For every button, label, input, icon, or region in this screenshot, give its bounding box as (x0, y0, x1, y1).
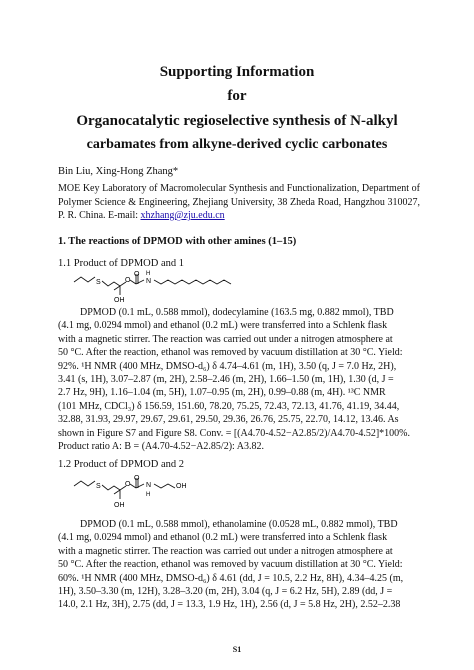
email-link[interactable]: xhzhang@zju.edu.cn (140, 210, 225, 221)
hydroxyl-label-1: OH (114, 297, 125, 304)
oxygen-label-1a: O (125, 277, 131, 284)
p1-line: 3.41 (s, 1H), 3.07–2.87 (m, 2H), 2.58–2.46 (m, 2H), 1.66–1.50 (m, 1H), 1.30 (d, J = (58, 374, 394, 386)
oxygen-label-2b: O (134, 475, 140, 482)
p2-line: 14.0, 2.1 Hz, 3H), 2.75 (dd, J = 13.3, 1.9 Hz, 1H), 2.56 (d, J = 5.8 Hz, 2H), 2.52–2.38 (58, 599, 401, 611)
p1-line: shown in Figure S7 and Figure S8. Conv. = [(A4.70-4.52−A2.85/2)/A4.70-4.52]*100%. (58, 427, 411, 439)
sulfur-label-2: S (96, 483, 101, 490)
chemical-structure-1 (70, 270, 255, 306)
p1-line: (101 MHz, CDCl₃) δ 156.59, 151.60, 78.20, 75.25, 72.43, 72.13, 41.76, 41.19, 34.44, (58, 400, 400, 412)
paper-title-line2: carbamates from alkyne-derived cyclic carbonates (86, 137, 388, 152)
p1-line: Product ratio A: B = (A4.70-4.52−A2.85/2): A3.82. (58, 441, 264, 453)
for-heading: for (227, 88, 247, 104)
hydroxyl-label-2: OH (114, 502, 125, 509)
page-number: S1 (232, 645, 242, 654)
terminal-hydroxyl-label: OH (176, 483, 187, 490)
p1-line: 92%. ¹H NMR (400 MHz, DMSO-d₆) δ 4.74–4.61 (m, 1H), 3.50 (q, J = 7.0 Hz, 2H), (58, 360, 397, 372)
supporting-info-heading: Supporting Information (159, 64, 315, 80)
procedure-paragraph-2 (58, 518, 420, 612)
authors: Bin Liu, Xing-Hong Zhang* (58, 166, 179, 177)
p2-line: DPMOD (0.1 mL, 0.588 mmol), ethanolamine (0.0528 mL, 0.882 mmol), TBD (80, 519, 398, 530)
oxygen-label-2a: O (125, 481, 131, 488)
hydrogen-label-1: H (146, 271, 151, 277)
paper-title-line1: Organocatalytic regioselective synthesis of N-alkyl (76, 113, 398, 129)
p2-line: (4.1 mg, 0.0294 mmol) and ethanol (0.2 mL) were transferred into a Schlenk flask (58, 532, 388, 544)
chemical-structure-2 (70, 472, 210, 512)
procedure-paragraph-1 (58, 306, 420, 453)
affiliation-text: MOE Key Laboratory of Macromolecular Synthesis and Functionalization, Department of Polymer Science & Engineering, Zhejiang University, 38 Zheda Road, Hangzhou 310027, P. R. China. E-mail: (58, 183, 420, 221)
subsection-heading-1-2: 1.2 Product of DPMOD and 2 (58, 459, 184, 470)
section-heading-1: 1. The reactions of DPMOD with other amines (1–15) (58, 236, 297, 247)
oxygen-label-1b: O (134, 271, 140, 278)
subsection-heading-1-1: 1.1 Product of DPMOD and 1 (58, 258, 184, 269)
affiliation (58, 182, 420, 223)
p1-line: 2.7 Hz, 9H), 1.16–1.04 (m, 5H), 1.07–0.95 (m, 2H), 0.99–0.88 (m, 4H). ¹³C NMR (58, 387, 386, 399)
p1-line: 32.88, 31.93, 29.97, 29.67, 29.61, 29.50, 29.36, 26.76, 25.75, 22.70, 14.12, 13.46. As (58, 414, 399, 426)
p1-line: with a magnetic stirrer. The reaction was carried out under a nitrogen atmosphere at (58, 333, 393, 345)
p2-line: 1H), 3.50–3.30 (m, 12H), 3.28–3.20 (m, 2H), 3.04 (q, J = 6.2 Hz, 5H), 2.89 (dd, J = (58, 586, 393, 598)
hydrogen-label-2: H (146, 492, 151, 498)
p2-line: 50 °C. After the reaction, ethanol was removed by vacuum distillation at 30 °C. Yield: (58, 559, 403, 571)
p1-line: 50 °C. After the reaction, ethanol was removed by vacuum distillation at 30 °C. Yield: (58, 347, 403, 359)
p2-line: 60%. ¹H NMR (400 MHz, DMSO-d₆) δ 4.61 (dd, J = 10.5, 2.2 Hz, 8H), 4.34–4.25 (m, (58, 572, 404, 584)
sulfur-label-1: S (96, 279, 101, 286)
p1-line: (4.1 mg, 0.0294 mmol) and ethanol (0.2 mL) were transferred into a Schlenk flask (58, 320, 388, 332)
p1-line: DPMOD (0.1 mL, 0.588 mmol), dodecylamine (163.5 mg, 0.882 mmol), TBD (80, 307, 394, 318)
nitrogen-label-1: N (146, 278, 152, 285)
p2-line: with a magnetic stirrer. The reaction was carried out under a nitrogen atmosphere at (58, 545, 393, 557)
nitrogen-label-2: N (146, 482, 152, 489)
